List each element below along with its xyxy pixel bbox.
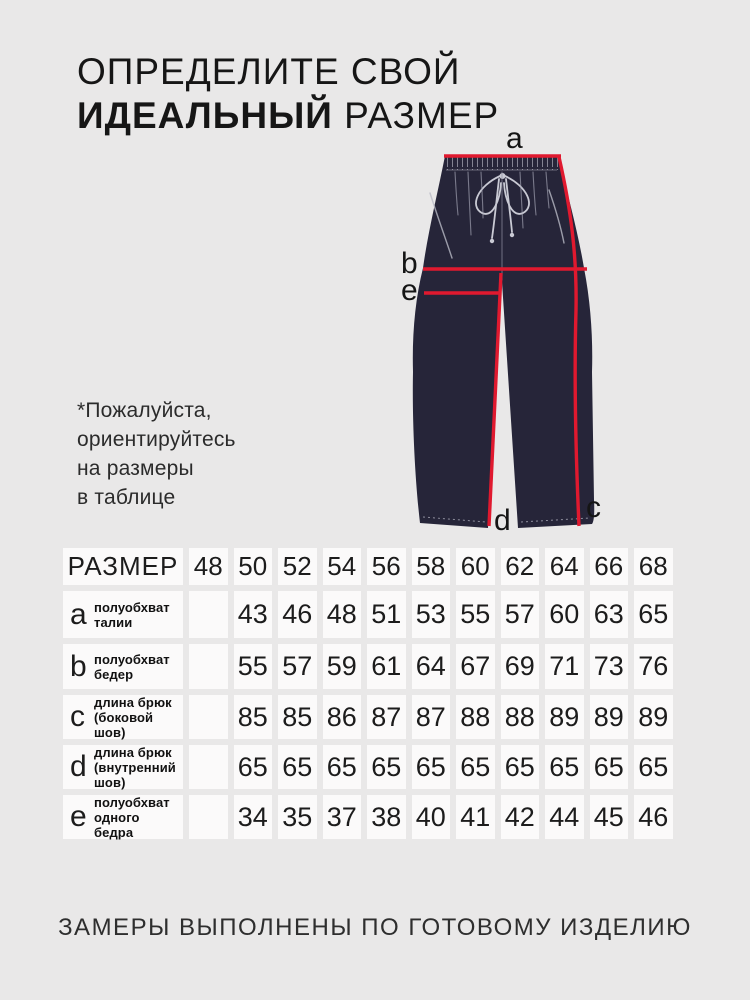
size-value-cell: 64 <box>412 644 451 689</box>
label-c: c <box>586 491 601 524</box>
size-value-cell: 67 <box>456 644 495 689</box>
row-label: полуобхват бедер <box>94 651 170 682</box>
size-column-header: 52 <box>278 548 317 585</box>
size-column-header: 56 <box>367 548 406 585</box>
note-line: на размеры <box>77 457 194 480</box>
title-bold-word: ИДЕАЛЬНЫЙ <box>77 95 333 136</box>
size-value-cell <box>189 644 228 689</box>
size-value-cell: 76 <box>634 644 673 689</box>
size-value-cell: 60 <box>545 591 584 638</box>
note-line: ориентируйтесь <box>77 428 236 451</box>
note-line: в таблице <box>77 486 176 509</box>
size-value-cell: 65 <box>278 745 317 789</box>
row-letter: c <box>70 700 85 733</box>
size-value-cell: 85 <box>278 695 317 739</box>
size-value-cell: 41 <box>456 795 495 839</box>
waistband-texture <box>445 157 558 170</box>
size-value-cell: 55 <box>456 591 495 638</box>
size-value-cell: 65 <box>545 745 584 789</box>
label-d: d <box>494 504 511 537</box>
size-value-cell: 46 <box>278 591 317 638</box>
size-column-header: 60 <box>456 548 495 585</box>
table-row-header <box>63 745 183 789</box>
size-value-cell: 44 <box>545 795 584 839</box>
size-value-cell: 51 <box>367 591 406 638</box>
size-value-cell: 45 <box>590 795 629 839</box>
size-value-cell: 88 <box>456 695 495 739</box>
size-value-cell: 69 <box>501 644 540 689</box>
size-value-cell: 85 <box>234 695 273 739</box>
title-rest: РАЗМЕР <box>332 95 500 136</box>
row-letter: b <box>70 649 87 683</box>
size-value-cell: 65 <box>323 745 362 789</box>
size-value-cell: 34 <box>234 795 273 839</box>
size-value-cell: 89 <box>590 695 629 739</box>
size-table-header: РАЗМЕР <box>63 548 183 585</box>
size-value-cell: 55 <box>234 644 273 689</box>
size-value-cell: 38 <box>367 795 406 839</box>
size-value-cell: 43 <box>234 591 273 638</box>
size-column-header: 64 <box>545 548 584 585</box>
size-value-cell <box>189 695 228 739</box>
label-b: b <box>401 247 418 280</box>
size-value-cell <box>189 745 228 789</box>
size-value-cell: 65 <box>456 745 495 789</box>
size-value-cell: 65 <box>634 745 673 789</box>
size-value-cell: 63 <box>590 591 629 638</box>
row-letter: e <box>70 800 87 833</box>
size-value-cell: 65 <box>590 745 629 789</box>
footer-text: ЗАМЕРЫ ВЫПОЛНЕНЫ ПО ГОТОВОМУ ИЗДЕЛИЮ <box>58 914 692 941</box>
table-row-header <box>63 695 183 739</box>
row-label: длина брюк (внутренний шов) <box>94 744 176 790</box>
label-a: a <box>506 125 523 155</box>
size-column-header: 58 <box>412 548 451 585</box>
size-value-cell: 40 <box>412 795 451 839</box>
size-value-cell: 87 <box>367 695 406 739</box>
size-column-header: 62 <box>501 548 540 585</box>
size-value-cell: 57 <box>278 644 317 689</box>
size-column-header: 66 <box>590 548 629 585</box>
table-row-header <box>63 591 183 638</box>
row-label: полуобхват одного бедра <box>94 794 170 840</box>
size-table <box>63 548 673 839</box>
title-line1: ОПРЕДЕЛИТЕ СВОЙ <box>77 51 461 92</box>
size-value-cell <box>189 591 228 638</box>
size-value-cell: 71 <box>545 644 584 689</box>
size-column-header: 48 <box>189 548 228 585</box>
pants-measurement-diagram <box>375 125 670 555</box>
row-letter: a <box>70 597 87 631</box>
size-value-cell: 35 <box>278 795 317 839</box>
size-value-cell: 42 <box>501 795 540 839</box>
row-label: полуобхват талии <box>94 599 170 630</box>
size-value-cell: 53 <box>412 591 451 638</box>
pants-body <box>413 156 594 528</box>
row-letter: d <box>70 750 87 783</box>
size-value-cell: 89 <box>545 695 584 739</box>
size-value-cell: 87 <box>412 695 451 739</box>
size-value-cell: 59 <box>323 644 362 689</box>
size-value-cell: 73 <box>590 644 629 689</box>
note-line: *Пожалуйста, <box>77 399 212 422</box>
row-label: длина брюк (боковой шов) <box>94 694 172 740</box>
table-row-header <box>63 644 183 689</box>
size-value-cell: 65 <box>234 745 273 789</box>
size-value-cell <box>189 795 228 839</box>
size-value-cell: 46 <box>634 795 673 839</box>
size-value-cell: 89 <box>634 695 673 739</box>
note-text <box>77 396 236 512</box>
size-value-cell: 65 <box>501 745 540 789</box>
size-value-cell: 48 <box>323 591 362 638</box>
size-value-cell: 65 <box>412 745 451 789</box>
size-value-cell: 65 <box>634 591 673 638</box>
size-value-cell: 37 <box>323 795 362 839</box>
size-value-cell: 65 <box>367 745 406 789</box>
size-value-cell: 61 <box>367 644 406 689</box>
size-value-cell: 86 <box>323 695 362 739</box>
label-e: e <box>401 274 418 307</box>
size-column-header: 68 <box>634 548 673 585</box>
size-column-header: 50 <box>234 548 273 585</box>
size-value-cell: 88 <box>501 695 540 739</box>
size-value-cell: 57 <box>501 591 540 638</box>
size-column-header: 54 <box>323 548 362 585</box>
table-row-header <box>63 795 183 839</box>
